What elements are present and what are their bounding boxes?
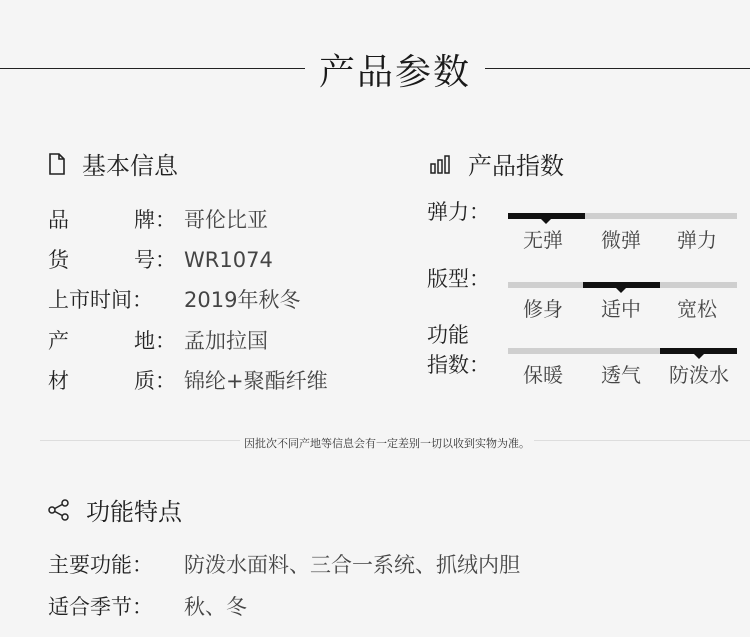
fit-bar bbox=[508, 282, 737, 288]
function-option: 透气 bbox=[601, 363, 641, 387]
elasticity-bar bbox=[508, 213, 737, 219]
info-label: 货 号： bbox=[48, 248, 176, 272]
document-icon bbox=[48, 153, 66, 175]
bar-chart-icon bbox=[430, 154, 452, 174]
feature-row-season bbox=[48, 593, 247, 621]
disclaimer-note: 因批次不同产地等信息会有一定差别一切以收到实物为准。 bbox=[240, 435, 534, 451]
product-index-heading bbox=[430, 146, 564, 181]
share-icon bbox=[48, 499, 70, 521]
basic-info-title: 基本信息 bbox=[82, 152, 178, 180]
elasticity-option: 弹力 bbox=[677, 228, 717, 252]
fit-bar-marker bbox=[616, 288, 626, 293]
info-label: 品 牌： bbox=[48, 208, 176, 232]
fit-option: 适中 bbox=[601, 297, 641, 321]
info-value: 锦纶+聚酯纤维 bbox=[184, 369, 328, 393]
info-row-material bbox=[48, 367, 328, 395]
features-heading bbox=[48, 492, 182, 527]
info-row-brand bbox=[48, 206, 268, 234]
elasticity-label: 弹力： bbox=[427, 200, 490, 224]
function-label-line1: 功能 bbox=[427, 323, 469, 347]
features-title: 功能特点 bbox=[86, 498, 182, 526]
fit-option: 宽松 bbox=[677, 297, 717, 321]
fit-label: 版型： bbox=[427, 267, 490, 291]
function-option: 防泼水 bbox=[669, 363, 729, 387]
feature-label: 适合季节： bbox=[48, 595, 153, 619]
info-value: 2019年秋冬 bbox=[184, 288, 301, 312]
info-label: 产 地： bbox=[48, 329, 176, 353]
elasticity-option: 无弹 bbox=[523, 228, 563, 252]
info-value: 孟加拉国 bbox=[184, 329, 268, 353]
feature-value: 防泼水面料、三合一系统、抓绒内胆 bbox=[184, 553, 520, 577]
product-index-title: 产品指数 bbox=[468, 152, 564, 180]
function-label-line2: 指数： bbox=[427, 353, 490, 377]
elasticity-option: 微弹 bbox=[601, 228, 641, 252]
feature-label: 主要功能： bbox=[48, 553, 153, 577]
function-option: 保暖 bbox=[523, 363, 563, 387]
elasticity-bar-marker bbox=[541, 219, 551, 224]
info-label: 材 质： bbox=[48, 369, 176, 393]
basic-info-heading bbox=[48, 146, 178, 181]
info-value: WR1074 bbox=[184, 248, 273, 272]
fit-option: 修身 bbox=[523, 297, 563, 321]
info-label: 上市时间： bbox=[48, 288, 153, 312]
info-value: 哥伦比亚 bbox=[184, 208, 268, 232]
info-row-origin bbox=[48, 327, 268, 355]
info-row-sku bbox=[48, 246, 273, 274]
info-row-launch bbox=[48, 286, 300, 314]
function-bar-marker bbox=[694, 354, 704, 359]
feature-row-main bbox=[48, 551, 520, 579]
feature-value: 秋、冬 bbox=[184, 595, 247, 619]
function-bar bbox=[508, 348, 737, 354]
page-title: 产品参数 bbox=[318, 52, 471, 93]
